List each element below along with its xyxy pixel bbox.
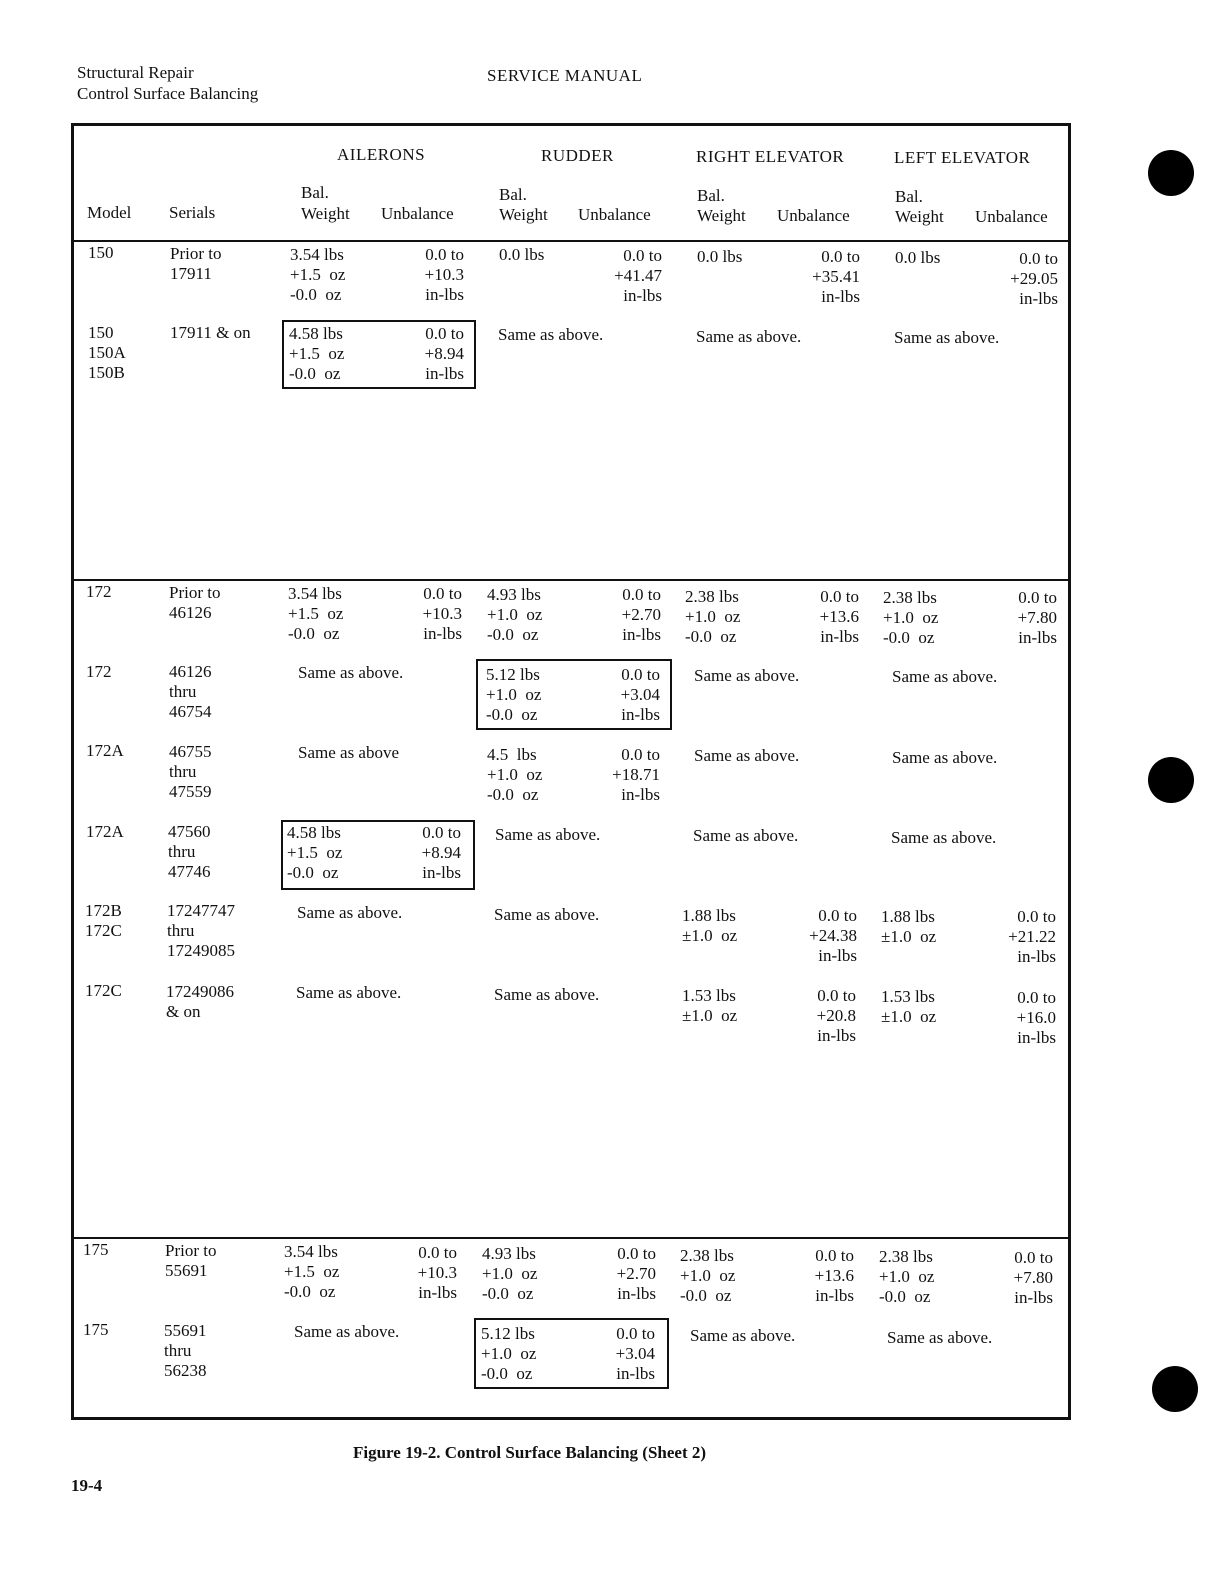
left-elevator-weight: 0.0 lbs <box>895 248 941 267</box>
left-elevator-weight: 2.38 lbs +1.0 oz -0.0 oz <box>879 1247 935 1306</box>
header-divider <box>71 240 1071 242</box>
aileron-same-as-above: Same as above. <box>294 1322 400 1341</box>
rudder-weight: 5.12 lbs +1.0 oz -0.0 oz <box>486 665 542 724</box>
aileron-weight: 3.54 lbs +1.5 oz -0.0 oz <box>288 584 344 643</box>
row-serials: 47560 thru 47746 <box>168 822 211 881</box>
aileron-unbalance: 0.0 to +8.94 in-lbs <box>421 823 461 882</box>
row-serials: Prior to 55691 <box>165 1241 217 1280</box>
col-header-rud-weight: Weight <box>499 205 548 224</box>
left-elevator-unbalance: 0.0 to +29.05 in-lbs <box>1010 249 1058 308</box>
col-header-ail-unbalance: Unbalance <box>381 204 454 223</box>
rudder-same-as-above: Same as above. <box>498 325 604 344</box>
row-model: 175 <box>83 1240 109 1259</box>
left-elevator-same-as-above: Same as above. <box>887 1328 993 1347</box>
row-model: 172 <box>86 662 112 681</box>
right-elevator-same-as-above: Same as above. <box>693 826 799 845</box>
col-header-le-bal: Bal. <box>895 187 923 206</box>
binder-hole <box>1148 757 1194 803</box>
rudder-weight: 4.5 lbs +1.0 oz -0.0 oz <box>487 745 543 804</box>
row-model: 172A <box>86 822 124 841</box>
col-header-rud-unbalance: Unbalance <box>578 205 651 224</box>
aileron-unbalance: 0.0 to +8.94 in-lbs <box>424 324 464 383</box>
row-model: 172B 172C <box>85 901 122 940</box>
rudder-same-as-above: Same as above. <box>495 825 601 844</box>
col-header-le-unbalance: Unbalance <box>975 207 1048 226</box>
col-group-ailerons: AILERONS <box>337 145 426 164</box>
row-serials: 55691 thru 56238 <box>164 1321 207 1380</box>
left-elevator-unbalance: 0.0 to +21.22 in-lbs <box>1008 907 1056 966</box>
aileron-same-as-above: Same as above. <box>297 903 403 922</box>
aileron-unbalance: 0.0 to +10.3 in-lbs <box>424 245 464 304</box>
aileron-unbalance: 0.0 to +10.3 in-lbs <box>417 1243 457 1302</box>
section-divider-172 <box>71 579 1071 581</box>
left-elevator-same-as-above: Same as above. <box>892 667 998 686</box>
rudder-unbalance: 0.0 to +3.04 in-lbs <box>615 1324 655 1383</box>
col-header-le-weight: Weight <box>895 207 944 226</box>
section-divider-175 <box>71 1237 1071 1239</box>
row-serials: 17911 & on <box>170 323 251 342</box>
col-header-re-weight: Weight <box>697 206 746 225</box>
row-model: 175 <box>83 1320 109 1339</box>
aileron-same-as-above: Same as above. <box>296 983 402 1002</box>
right-elevator-unbalance: 0.0 to +13.6 in-lbs <box>814 1246 854 1305</box>
row-serials: Prior to 17911 <box>170 244 222 283</box>
rudder-weight: 5.12 lbs +1.0 oz -0.0 oz <box>481 1324 537 1383</box>
rudder-unbalance: 0.0 to +2.70 in-lbs <box>621 585 661 644</box>
row-model: 172A <box>86 741 124 760</box>
right-elevator-weight: 2.38 lbs +1.0 oz -0.0 oz <box>685 587 741 646</box>
page-number: 19-4 <box>71 1476 103 1495</box>
left-elevator-weight: 1.53 lbs ±1.0 oz <box>881 987 937 1026</box>
rudder-weight: 4.93 lbs +1.0 oz -0.0 oz <box>487 585 543 644</box>
right-elevator-same-as-above: Same as above. <box>690 1326 796 1345</box>
col-header-ail-bal: Bal. <box>301 183 329 202</box>
col-header-rud-bal: Bal. <box>499 185 527 204</box>
binder-hole <box>1152 1366 1198 1412</box>
right-elevator-unbalance: 0.0 to +35.41 in-lbs <box>812 247 860 306</box>
col-header-model: Model <box>87 203 132 222</box>
left-elevator-weight: 2.38 lbs +1.0 oz -0.0 oz <box>883 588 939 647</box>
col-header-serials: Serials <box>169 203 216 222</box>
right-elevator-same-as-above: Same as above. <box>694 666 800 685</box>
col-group-right-elevator: RIGHT ELEVATOR <box>696 147 845 166</box>
rudder-weight: 0.0 lbs <box>499 245 545 264</box>
aileron-weight: 3.54 lbs +1.5 oz -0.0 oz <box>290 245 346 304</box>
row-serials: 17247747 thru 17249085 <box>167 901 235 960</box>
header-section-line2: Control Surface Balancing <box>77 84 259 103</box>
rudder-weight: 4.93 lbs +1.0 oz -0.0 oz <box>482 1244 538 1303</box>
left-elevator-same-as-above: Same as above. <box>894 328 1000 347</box>
right-elevator-unbalance: 0.0 to +13.6 in-lbs <box>819 587 859 646</box>
binder-hole <box>1148 150 1194 196</box>
right-elevator-weight: 0.0 lbs <box>697 247 743 266</box>
left-elevator-unbalance: 0.0 to +16.0 in-lbs <box>1016 988 1056 1047</box>
table-frame <box>71 123 1071 1420</box>
header-section-line1: Structural Repair <box>77 63 194 82</box>
right-elevator-unbalance: 0.0 to +24.38 in-lbs <box>809 906 857 965</box>
row-serials: 17249086 & on <box>166 982 234 1021</box>
aileron-weight: 4.58 lbs +1.5 oz -0.0 oz <box>287 823 343 882</box>
left-elevator-same-as-above: Same as above. <box>892 748 998 767</box>
left-elevator-same-as-above: Same as above. <box>891 828 997 847</box>
col-header-re-unbalance: Unbalance <box>777 206 850 225</box>
left-elevator-weight: 1.88 lbs ±1.0 oz <box>881 907 937 946</box>
right-elevator-weight: 1.88 lbs ±1.0 oz <box>682 906 738 945</box>
rudder-unbalance: 0.0 to +41.47 in-lbs <box>614 246 662 305</box>
right-elevator-weight: 1.53 lbs ±1.0 oz <box>682 986 738 1025</box>
row-model: 150 150A 150B <box>88 323 126 382</box>
row-serials: Prior to 46126 <box>169 583 221 622</box>
left-elevator-unbalance: 0.0 to +7.80 in-lbs <box>1017 588 1057 647</box>
col-header-ail-weight: Weight <box>301 204 350 223</box>
col-group-rudder: RUDDER <box>541 146 614 165</box>
row-model: 172C <box>85 981 122 1000</box>
right-elevator-unbalance: 0.0 to +20.8 in-lbs <box>816 986 856 1045</box>
aileron-same-as-above: Same as above. <box>298 663 404 682</box>
rudder-same-as-above: Same as above. <box>494 985 600 1004</box>
aileron-same-as-above: Same as above <box>298 743 400 762</box>
right-elevator-same-as-above: Same as above. <box>696 327 802 346</box>
right-elevator-weight: 2.38 lbs +1.0 oz -0.0 oz <box>680 1246 736 1305</box>
aileron-weight: 3.54 lbs +1.5 oz -0.0 oz <box>284 1242 340 1301</box>
figure-caption: Figure 19-2. Control Surface Balancing (Sheet 2) <box>353 1443 707 1462</box>
row-model: 172 <box>86 582 112 601</box>
right-elevator-same-as-above: Same as above. <box>694 746 800 765</box>
rudder-unbalance: 0.0 to +18.71 in-lbs <box>612 745 660 804</box>
left-elevator-unbalance: 0.0 to +7.80 in-lbs <box>1013 1248 1053 1307</box>
col-header-re-bal: Bal. <box>697 186 725 205</box>
aileron-unbalance: 0.0 to +10.3 in-lbs <box>422 584 462 643</box>
rudder-same-as-above: Same as above. <box>494 905 600 924</box>
row-serials: 46755 thru 47559 <box>169 742 212 801</box>
rudder-unbalance: 0.0 to +2.70 in-lbs <box>616 1244 656 1303</box>
row-model: 150 <box>88 243 114 262</box>
col-group-left-elevator: LEFT ELEVATOR <box>894 148 1031 167</box>
header-manual-title: SERVICE MANUAL <box>487 66 643 85</box>
rudder-unbalance: 0.0 to +3.04 in-lbs <box>620 665 660 724</box>
header-section-title <box>77 62 258 104</box>
aileron-weight: 4.58 lbs +1.5 oz -0.0 oz <box>289 324 345 383</box>
row-serials: 46126 thru 46754 <box>169 662 212 721</box>
